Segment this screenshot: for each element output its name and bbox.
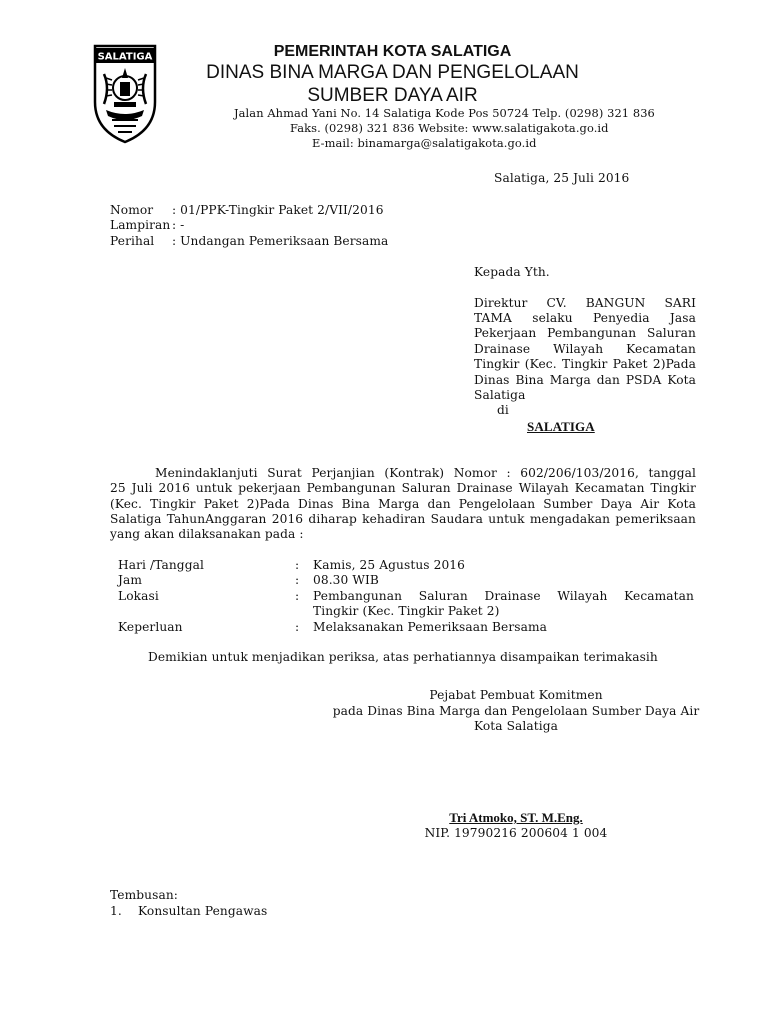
letterhead-government-name: PEMERINTAH KOTA SALATIGA (273, 43, 512, 60)
lampiran-label: Lampiran (110, 218, 171, 232)
closing-sentence: Demikian untuk menjadikan periksa, atas perhatiannya disampaikan terimakasih (148, 650, 658, 664)
schedule-value: Pembangunan Saluran Drainase Wilayah Kecamatan (313, 589, 694, 603)
recipient-line: Salatiga (474, 388, 526, 402)
letterhead-email: E-mail: binamarga@salatigakota.go.id (312, 136, 537, 150)
schedule-colon: : (295, 558, 300, 572)
tembusan-label: Tembusan: (110, 888, 178, 902)
body-paragraph-line: (Kec. Tingkir Paket 2)Pada Dinas Bina Marga dan Pengelolaan Sumber Daya Air Kota (110, 497, 696, 511)
nomor-value: : 01/PPK-Tingkir Paket 2/VII/2016 (172, 203, 384, 217)
signatory-name: Tri Atmoko, ST. M.Eng. (449, 810, 583, 825)
schedule-label: Keperluan (118, 620, 183, 634)
schedule-label: Hari /Tanggal (118, 558, 204, 572)
signature-title: Pejabat Pembuat Komitmen (429, 688, 603, 702)
schedule-value: Tingkir (Kec. Tingkir Paket 2) (313, 604, 500, 618)
schedule-value: Kamis, 25 Agustus 2016 (313, 558, 466, 572)
svg-text:SALATIGA: SALATIGA (97, 51, 153, 63)
recipient-city: SALATIGA (527, 419, 595, 434)
recipient-line: TAMA selaku Penyedia Jasa (474, 311, 696, 325)
recipient-line: Dinas Bina Marga dan PSDA Kota (474, 373, 696, 387)
recipient-line: Pekerjaan Pembangunan Saluran (474, 326, 696, 340)
schedule-value: Melaksanakan Pemeriksaan Bersama (313, 620, 548, 634)
perihal-label: Perihal (110, 234, 155, 248)
schedule-colon: : (295, 589, 300, 603)
body-paragraph-line: 25 Juli 2016 untuk pekerjaan Pembangunan Saluran Drainase Wilayah Kecamatan Tingkir (110, 481, 696, 495)
schedule-value: 08.30 WIB (313, 573, 379, 587)
schedule-colon: : (295, 573, 300, 587)
letter-date: Salatiga, 25 Juli 2016 (494, 171, 630, 185)
schedule-label: Lokasi (118, 589, 159, 603)
signature-title-3: Kota Salatiga (473, 719, 559, 733)
recipient-line: Direktur CV. BANGUN SARI (474, 296, 696, 310)
recipient-line: Drainase Wilayah Kecamatan (474, 342, 696, 356)
nomor-label: Nomor (110, 203, 154, 217)
recipient-line: Tingkir (Kec. Tingkir Paket 2)Pada (474, 357, 696, 371)
lampiran-value: : - (172, 218, 185, 232)
perihal-value: : Undangan Pemeriksaan Bersama (172, 234, 389, 248)
letterhead-address: Jalan Ahmad Yani No. 14 Salatiga Kode Pos 50724 Telp. (0298) 321 836 (234, 106, 655, 120)
body-paragraph-line: Salatiga TahunAnggaran 2016 diharap kehadiran Saudara untuk mengadakan pemeriksaan (110, 512, 696, 526)
recipient-greeting: Kepada Yth. (474, 265, 550, 279)
letterhead-agency-name-2: SUMBER DAYA AIR (307, 85, 478, 106)
schedule-label: Jam (118, 573, 143, 587)
signature-title-2: pada Dinas Bina Marga dan Pengelolaan Sumber Daya Air (332, 704, 700, 718)
signatory-nip: NIP. 19790216 200604 1 004 (424, 826, 608, 840)
schedule-colon: : (295, 620, 300, 634)
letterhead-fax-website: Faks. (0298) 321 836 Website: www.salatigakota.go.id (290, 121, 609, 135)
body-paragraph-line: yang akan dilaksanakan pada : (110, 527, 304, 541)
tembusan-item-text: Konsultan Pengawas (138, 904, 268, 918)
body-paragraph-line: Menindaklanjuti Surat Perjanjian (Kontrak) Nomor : 602/206/103/2016, tanggal (155, 466, 696, 480)
tembusan-item-number: 1. (110, 904, 122, 918)
recipient-di: di (497, 403, 509, 417)
letterhead-agency-name: DINAS BINA MARGA DAN PENGELOLAAN (206, 62, 579, 83)
